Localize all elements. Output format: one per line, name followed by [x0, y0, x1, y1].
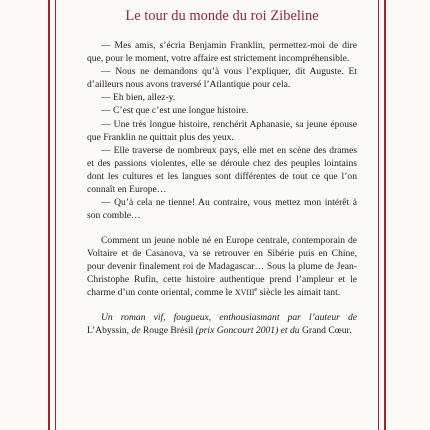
blurb-work-title: Grand Cœur — [302, 325, 350, 337]
blurb-text: , de — [126, 325, 143, 337]
dialogue-line: — Eh bien, allez-y. — [101, 92, 176, 104]
dialogue-excerpt — [87, 39, 357, 222]
left-border-rule-outer — [48, 0, 50, 430]
left-border-rule-inner — [55, 0, 56, 430]
dialogue-line: — C’est que c’est une longue histoire. — [101, 105, 249, 117]
century-numeral: XVIII — [234, 288, 255, 298]
century-superscript: e — [254, 286, 258, 293]
dialogue-line: — Elle traverse de nombreux pays, elle met en scène des drames et des passions violentes, elle se déroule chez des peuples lointains dont les cultures et les langues sont différentes de tout ce que l’on connaît en Europe… — [87, 144, 357, 196]
dialogue-line: — Une très longue histoire, renchérit Aphanasie, sa jeune épouse que Franklin ne quittait plus des yeux. — [87, 118, 357, 143]
right-border-rule-outer — [384, 0, 386, 430]
blurb-text: . — [349, 325, 353, 337]
dialogue-line: — Nous ne demandons qu’à vous l’expliquer, dit Auguste. Et d’ailleurs nous avons traversé l’Atlantique pour cela. — [87, 66, 357, 91]
summary-text-end: siècle les aimait tant. — [257, 287, 341, 299]
author-blurb — [87, 311, 357, 337]
blurb-work-title: L’Abyssin — [87, 325, 127, 337]
book-title: Le tour du monde du roi Zibeline — [125, 8, 319, 24]
blurb-work-title: Rouge Brésil — [142, 325, 194, 337]
blurb-text: Un roman vif, fougueux, enthousiasmant par l’auteur de — [101, 312, 357, 324]
blurb-text: (prix Goncourt 2001) et du — [193, 325, 302, 337]
right-border-rule-inner — [378, 0, 379, 430]
summary-text: Comment un jeune noble né en Europe centrale, contemporain de Voltaire et de Casanova, va se retrouver en Sibérie puis en Chine, pour devenir finalement roi de Madagascar… Sous la plume de Jean-Christophe Rufin, cette histoire authentique prend l’ampleur et le charme d’un conte oriental, comme le — [87, 234, 357, 299]
text-column — [87, 7, 357, 337]
dialogue-line: — Qu’à cela ne tienne! Au contraire, vous mettez mon intérêt à son comble… — [87, 197, 357, 222]
dialogue-line: — Mes amis, s’écria Benjamin Franklin, permettez-moi de dire que, pour le moment, votre affaire est strictement incompréhensible. — [87, 40, 357, 65]
summary-paragraph — [87, 234, 357, 299]
